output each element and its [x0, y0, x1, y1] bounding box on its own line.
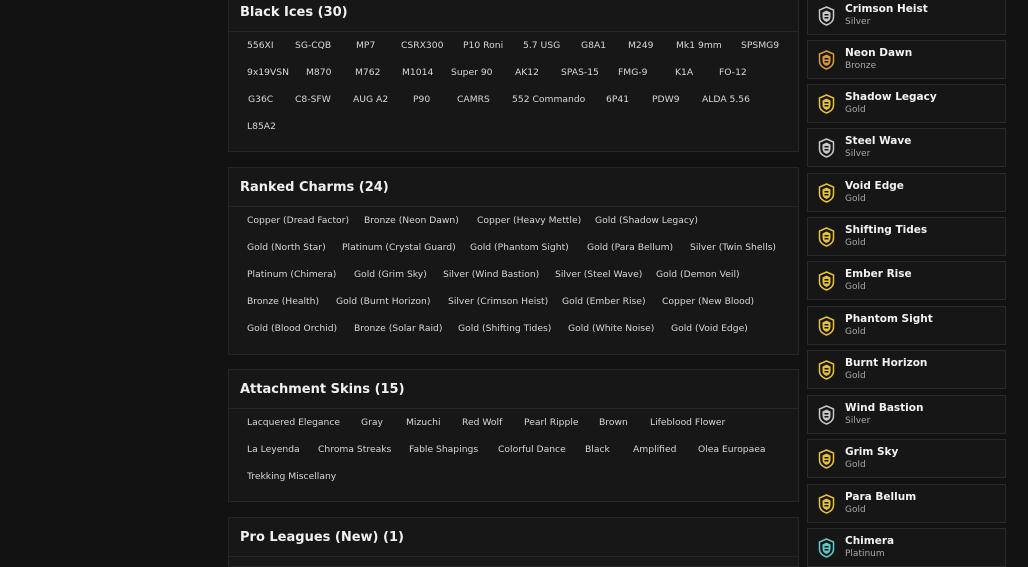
- chip[interactable]: Bronze (Health): [247, 296, 320, 307]
- chip[interactable]: FMG-9: [618, 67, 648, 78]
- chip[interactable]: P10 Roni: [463, 40, 504, 51]
- chip[interactable]: Platinum (Chimera): [247, 269, 337, 280]
- chip[interactable]: 9x19VSN: [247, 67, 289, 78]
- rank-emblem-icon: [818, 138, 835, 158]
- rank-card[interactable]: [807, 439, 1006, 478]
- rank-name: Wind Bastion: [845, 402, 924, 414]
- chip[interactable]: AK12: [515, 67, 540, 78]
- chip[interactable]: SPSMG9: [741, 40, 780, 51]
- chip[interactable]: Mk1 9mm: [676, 40, 722, 51]
- rank-tier: Gold: [845, 282, 866, 292]
- rank-name: Ember Rise: [845, 268, 912, 280]
- chip-row: [239, 32, 788, 59]
- chip[interactable]: K1A: [675, 67, 694, 78]
- section-attachment-skins: [228, 369, 799, 502]
- rank-tier: Silver: [845, 149, 871, 159]
- chip-row: [239, 86, 788, 113]
- chip[interactable]: Gold (Shifting Tides): [458, 323, 552, 334]
- rank-name: Phantom Sight: [845, 313, 933, 325]
- chip[interactable]: P90: [413, 94, 431, 105]
- rank-card[interactable]: [807, 350, 1006, 389]
- chip[interactable]: Super 90: [451, 67, 493, 78]
- rank-name: Steel Wave: [845, 135, 912, 147]
- rank-emblem-icon: [818, 50, 835, 70]
- rank-name: Para Bellum: [845, 491, 917, 503]
- rank-card[interactable]: [807, 261, 1006, 300]
- chip[interactable]: Platinum (Crystal Guard): [342, 242, 456, 253]
- chip[interactable]: Gold (Ember Rise): [562, 296, 646, 307]
- rank-emblem-icon: [818, 494, 835, 514]
- section-pro-leagues: [228, 517, 799, 567]
- chip[interactable]: C8-SFW: [295, 94, 331, 105]
- rank-emblem-icon: [818, 538, 835, 558]
- rank-emblem-icon: [818, 227, 835, 247]
- rank-name: Chimera: [845, 535, 895, 547]
- rank-tier: Silver: [845, 416, 871, 426]
- chip[interactable]: Gold (Phantom Sight): [470, 242, 569, 253]
- chip[interactable]: Bronze (Solar Raid): [354, 323, 443, 334]
- chip[interactable]: Trekking Miscellany: [247, 471, 337, 482]
- rank-name: Shadow Legacy: [845, 91, 937, 103]
- chip-row: [239, 315, 788, 342]
- chip[interactable]: G36C: [248, 94, 274, 105]
- chip[interactable]: Red Wolf: [462, 417, 503, 428]
- chip[interactable]: Gray: [361, 417, 383, 428]
- chip[interactable]: Gold (Shadow Legacy): [595, 215, 698, 226]
- chip[interactable]: Lacquered Elegance: [247, 417, 341, 428]
- chip[interactable]: CSRX300: [401, 40, 444, 51]
- chip[interactable]: Gold (Void Edge): [671, 323, 748, 334]
- chip[interactable]: SG-CQB: [295, 40, 332, 51]
- rank-name: Void Edge: [845, 180, 904, 192]
- section-title: Ranked Charms (24): [229, 168, 798, 207]
- chip-row: [239, 113, 788, 140]
- chip[interactable]: La Leyenda: [247, 444, 300, 455]
- rank-card[interactable]: [807, 40, 1006, 79]
- chip-row: [239, 59, 788, 86]
- rank-name: Shifting Tides: [845, 224, 928, 236]
- chip[interactable]: Pearl Ripple: [524, 417, 579, 428]
- chip[interactable]: Lifeblood Flower: [650, 417, 726, 428]
- section-title: Pro Leagues (New) (1): [229, 518, 798, 557]
- chip[interactable]: Brown: [599, 417, 628, 428]
- rank-card[interactable]: [807, 0, 1006, 35]
- rank-name: Neon Dawn: [845, 47, 913, 59]
- chip[interactable]: Gold (Blood Orchid): [247, 323, 338, 334]
- chip[interactable]: Copper (Dread Factor): [247, 215, 350, 226]
- chip[interactable]: G8A1: [581, 40, 607, 51]
- section-title: Attachment Skins (15): [229, 370, 798, 409]
- chip[interactable]: Gold (North Star): [247, 242, 326, 253]
- chip[interactable]: ALDA 5.56: [702, 94, 750, 105]
- chip[interactable]: Gold (White Noise): [568, 323, 655, 334]
- chip[interactable]: Copper (Heavy Mettle): [477, 215, 582, 226]
- chip[interactable]: M762: [355, 67, 381, 78]
- section-title: Black Ices (30): [229, 0, 798, 32]
- chip-row: [239, 463, 788, 490]
- rank-name: Crimson Heist: [845, 3, 928, 15]
- chip[interactable]: Fable Shapings: [409, 444, 479, 455]
- chip[interactable]: Silver (Wind Bastion): [443, 269, 540, 280]
- chip-row: [239, 261, 788, 288]
- chip[interactable]: M249: [628, 40, 654, 51]
- chip[interactable]: Silver (Twin Shells): [690, 242, 776, 253]
- chip[interactable]: Gold (Grim Sky): [354, 269, 427, 280]
- chip[interactable]: MP7: [356, 40, 376, 51]
- section-ranked-charms: [228, 167, 799, 355]
- rank-card[interactable]: [807, 306, 1006, 345]
- chip[interactable]: AUG A2: [353, 94, 389, 105]
- rank-card[interactable]: [807, 217, 1006, 256]
- rank-name: Grim Sky: [845, 446, 899, 458]
- rank-tier: Gold: [845, 194, 866, 204]
- rank-tier: Gold: [845, 105, 866, 115]
- chip[interactable]: 556XI: [247, 40, 274, 51]
- rank-emblem-icon: [818, 183, 835, 203]
- chip[interactable]: Olea Europaea: [698, 444, 766, 455]
- rank-tier: Gold: [845, 238, 866, 248]
- chip[interactable]: Gold (Burnt Horizon): [336, 296, 431, 307]
- rank-tier: Gold: [845, 371, 866, 381]
- chip[interactable]: Colorful Dance: [498, 444, 566, 455]
- chip[interactable]: Bronze (Neon Dawn): [364, 215, 459, 226]
- chip[interactable]: CAMRS: [457, 94, 490, 105]
- chip[interactable]: Silver (Crimson Heist): [448, 296, 549, 307]
- chip[interactable]: 552 Commando: [512, 94, 586, 105]
- chip-row: [239, 207, 788, 234]
- rank-card[interactable]: [807, 128, 1006, 167]
- rank-tier: Gold: [845, 327, 866, 337]
- rank-emblem-icon: [818, 6, 835, 26]
- rank-tier: Gold: [845, 460, 866, 470]
- chip[interactable]: Gold (Demon Veil): [656, 269, 740, 280]
- chip-row: [239, 234, 788, 261]
- chip-row: [239, 436, 788, 463]
- rank-card[interactable]: [807, 484, 1006, 523]
- chip[interactable]: Mizuchi: [406, 417, 441, 428]
- rank-emblem-icon: [818, 94, 835, 114]
- rank-card[interactable]: [807, 528, 1006, 567]
- chip[interactable]: 5.7 USG: [523, 40, 561, 51]
- rank-card[interactable]: [807, 173, 1006, 212]
- chip[interactable]: FO-12: [719, 67, 747, 78]
- chip[interactable]: 6P41: [606, 94, 630, 105]
- chip-row: [239, 288, 788, 315]
- rank-name: Burnt Horizon: [845, 357, 928, 369]
- chip[interactable]: SPAS-15: [561, 67, 599, 78]
- chip[interactable]: Silver (Steel Wave): [555, 269, 643, 280]
- rank-emblem-icon: [818, 271, 835, 291]
- rank-tier: Silver: [845, 17, 871, 27]
- chip[interactable]: L85A2: [247, 121, 276, 132]
- rank-emblem-icon: [818, 449, 835, 469]
- chip[interactable]: PDW9: [652, 94, 680, 105]
- rank-card[interactable]: [807, 84, 1006, 123]
- rank-card[interactable]: [807, 395, 1006, 434]
- rank-tier: Gold: [845, 505, 866, 515]
- rank-tier: Bronze: [845, 61, 877, 71]
- chip[interactable]: Black: [585, 444, 610, 455]
- section-black-ices: [228, 0, 799, 152]
- rank-emblem-icon: [818, 316, 835, 336]
- chip[interactable]: Copper (New Blood): [662, 296, 755, 307]
- chip[interactable]: Gold (Para Bellum): [587, 242, 674, 253]
- chip[interactable]: M1014: [402, 67, 434, 78]
- chip[interactable]: M870: [306, 67, 332, 78]
- rank-emblem-icon: [818, 360, 835, 380]
- chip[interactable]: Chroma Streaks: [318, 444, 392, 455]
- chip[interactable]: Amplified: [633, 444, 677, 455]
- rank-emblem-icon: [818, 405, 835, 425]
- chip-row: [239, 409, 788, 436]
- rank-tier: Platinum: [845, 549, 885, 559]
